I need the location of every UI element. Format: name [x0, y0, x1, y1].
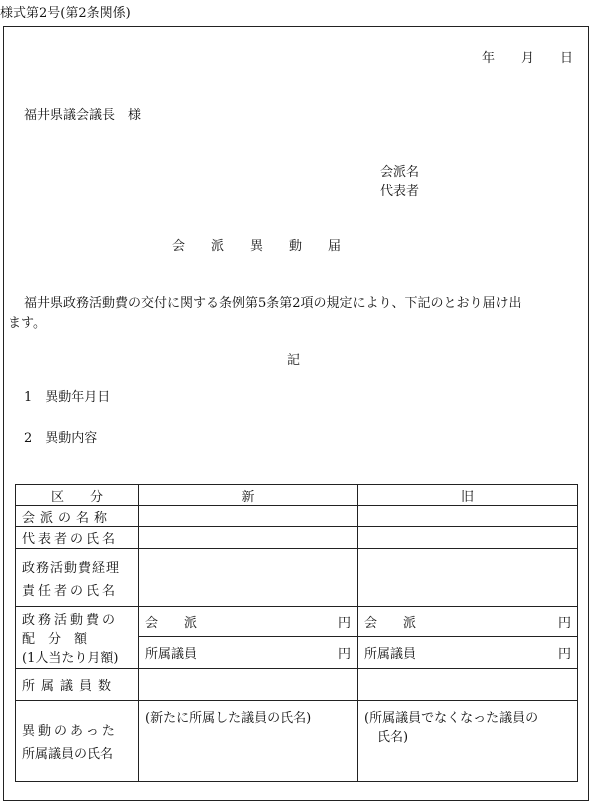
yen-unit: 円 — [337, 647, 351, 662]
representative-label: 代表者 — [380, 184, 420, 199]
row-changed-members-label — [16, 701, 139, 782]
header-kubun: 区 分 — [16, 485, 139, 506]
cell-accounting-old[interactable] — [358, 549, 578, 607]
change-table — [15, 484, 578, 782]
body-text-line1: 福井県政務活動費の交付に関する条例第5条第2項の規定により、下記のとおり届け出 — [24, 296, 522, 311]
row-label: 政務活動費の — [22, 613, 119, 628]
cell-kaiha-name-old[interactable] — [358, 506, 578, 527]
cell-allocation-kaiha-old[interactable] — [358, 607, 578, 637]
row-label: 政務活動費経理 — [22, 560, 121, 576]
row-label: 所属議員数 — [22, 679, 118, 694]
document-title: 会 派 異 動 届 — [172, 239, 342, 254]
body-text-line2: ます。 — [8, 316, 46, 331]
cell-allocation-member-new[interactable] — [139, 637, 358, 669]
yen-unit: 円 — [337, 616, 351, 631]
row-allocation-label — [16, 607, 139, 669]
kaiha-label: 会 派 — [364, 616, 417, 631]
date-line: 年 月 日 — [482, 51, 574, 66]
form-number-label: 様式第2号(第2条関係) — [0, 6, 131, 21]
cell-member-count-old[interactable] — [358, 669, 578, 701]
cell-allocation-kaiha-new[interactable] — [139, 607, 358, 637]
row-label: 責任者の氏名 — [22, 583, 119, 599]
header-old: 旧 — [358, 485, 578, 506]
old-members-note-cont: 氏名) — [377, 730, 409, 745]
cell-allocation-member-old[interactable] — [358, 637, 578, 669]
cell-member-count-new[interactable] — [139, 669, 358, 701]
old-members-note: (所属議員でなくなった議員の — [364, 711, 539, 726]
yen-unit: 円 — [557, 616, 571, 631]
header-new: 新 — [139, 485, 358, 506]
kaiha-name-label: 会派名 — [380, 165, 420, 180]
row-label: 代表者の氏名 — [22, 532, 119, 547]
item-2-content: 2 異動内容 — [24, 431, 98, 446]
row-label: (1人当たり月額) — [22, 651, 119, 666]
kaiha-label: 会 派 — [145, 616, 198, 631]
cell-representative-new[interactable] — [139, 527, 358, 549]
cell-accounting-new[interactable] — [139, 549, 358, 607]
item-1-date: 1 異動年月日 — [24, 390, 111, 405]
row-label: 会派の名称 — [22, 510, 113, 526]
yen-unit: 円 — [557, 647, 571, 662]
cell-changed-members-new[interactable] — [139, 701, 358, 782]
row-label: 所属議員の氏名 — [22, 747, 114, 762]
row-member-count-label — [16, 669, 139, 701]
addressee: 福井県議会議長 様 — [24, 108, 142, 123]
cell-representative-old[interactable] — [358, 527, 578, 549]
ki-heading: 記 — [287, 353, 301, 368]
row-label: 異動のあった — [22, 724, 118, 739]
new-members-note: (新たに所属した議員の氏名) — [145, 711, 312, 726]
cell-changed-members-old[interactable] — [358, 701, 578, 782]
row-label: 配 分 額 — [22, 632, 88, 647]
row-representative-label — [16, 527, 139, 549]
cell-kaiha-name-new[interactable] — [139, 506, 358, 527]
row-kaiha-name-label — [16, 506, 139, 527]
row-accounting-label — [16, 549, 139, 607]
shozoku-label: 所属議員 — [364, 647, 417, 662]
shozoku-label: 所属議員 — [145, 647, 198, 662]
